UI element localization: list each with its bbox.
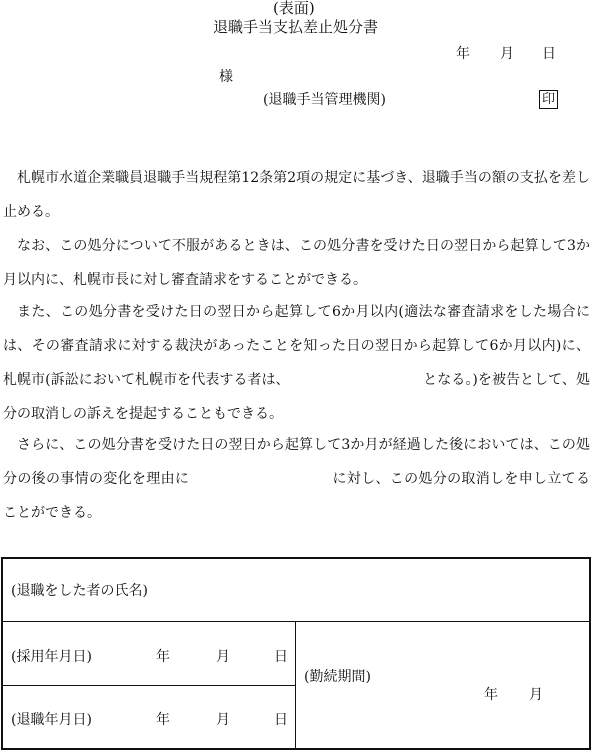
table-divider-row-1 [3,621,589,622]
body-paragraph-2: なお、この処分について不服があるときは、この処分書を受けた日の翌日から起算して3か月以内に、札幌市長に対し審査請求をすることができる。 [3,238,590,288]
side-label: (表面) [273,0,315,17]
service-period-year: 年 [484,687,498,703]
issuer-label: (退職手当管理機関) [263,92,386,108]
hire-date-month: 月 [216,649,230,665]
seal-box: 印 [539,90,558,109]
table-divider-row-2 [3,685,295,686]
issue-date-year: 年 [456,46,470,62]
addressee-suffix: 様 [219,69,233,85]
issue-date-month: 月 [500,46,514,62]
hire-date-label: (採用年月日) [11,649,92,665]
body-paragraph-4: さらに、この処分書を受けた日の翌日から起算して3か月が経過した後においては、この処分の後の事情の変化を理由に に対し、この処分の取消しを申し立てることができる。 [3,437,590,521]
retiree-record-table [1,557,591,750]
retire-date-month: 月 [216,712,230,728]
retire-date-label: (退職年月日) [11,712,92,728]
retiree-name-label: (退職をした者の氏名) [11,583,148,599]
retire-date-day: 日 [274,712,288,728]
document-title: 退職手当支払差止処分書 [213,18,379,36]
service-period-label: (勤続期間) [304,669,371,685]
body-paragraph-1: 札幌市水道企業職員退職手当規程第12条第2項の規定に基づき、退職手当の額の支払を差し止める。 [3,170,590,220]
issue-date-day: 日 [542,46,556,62]
body-paragraph-3: また、この処分書を受けた日の翌日から起算して6か月以内(適法な審査請求をした場合には、その審査請求に対する裁決があったことを知った日の翌日から起算して6か月以内)に、札幌市(訴訟において札幌市を代表する者は、 となる。)を被告として、処分の取消しの訴えを提起することもできる。 [3,304,590,422]
hire-date-day: 日 [274,649,288,665]
retire-date-year: 年 [156,712,170,728]
hire-date-year: 年 [156,649,170,665]
service-period-month: 月 [529,687,543,703]
table-divider-column [295,621,296,750]
